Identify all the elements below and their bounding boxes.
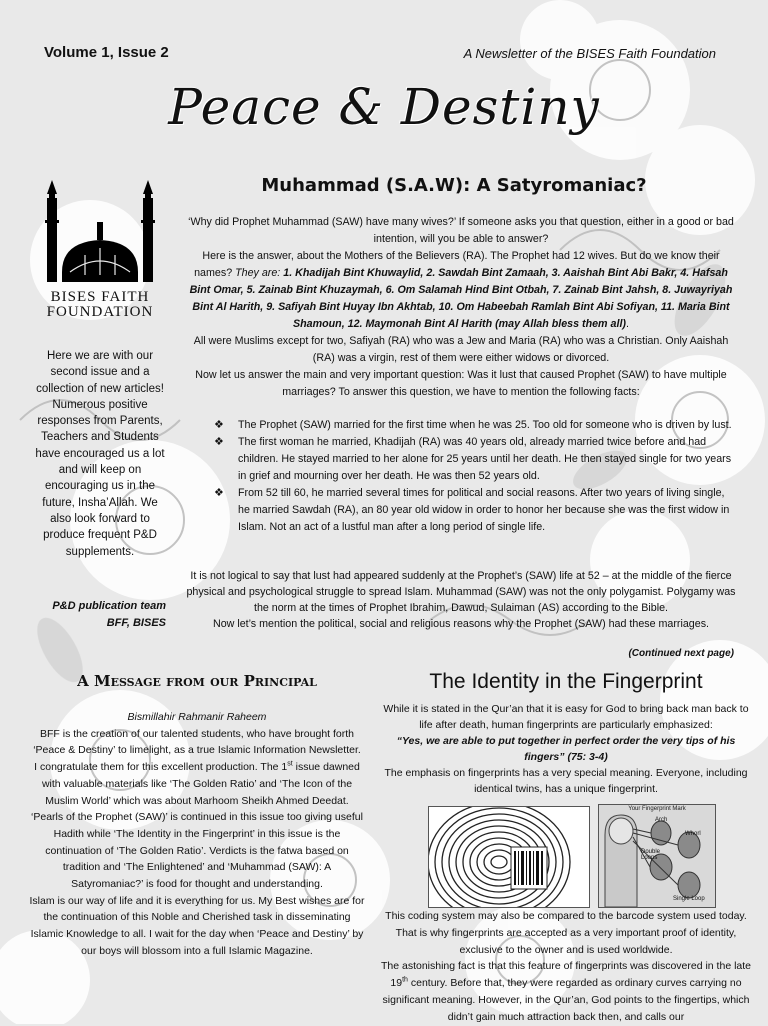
fp-sup: th — [402, 976, 408, 984]
article-paragraph: Now let’s mention the political, social and religious reasons why the Prophet (SAW) had these marriages. — [212, 618, 710, 630]
label-arch: Arch — [655, 817, 668, 823]
message-text: issue dawned with valuable materials like ‘The Golden Ratio’ and ‘The Icon of the Muslim World’ which was about Marhoom Sheikh Ahmed Deedat. ‘Pearls of the Prophet (SAW)’ is continued in this issue too giving useful Hadith while ‘The Identity in the Fingerprint’ in this issue is the continuation of ‘The Golden Ratio’. Verdicts is the fatwa based on tradition and ‘The Enlightened’ and ‘Muhammad (SAW): A Satyromaniac?’ is food for thought and understanding. — [31, 761, 363, 891]
team-line-2: BFF, BISES — [106, 616, 166, 629]
sidebar-intro: Here we are with our second issue and a collection of new articles! Numerous positive responses from Parents, Teachers and Students have encouraged us a lot and will keep on encouraging us in the future, Insha’Allah. We also look forward to produce frequent P&D supplements. — [35, 350, 165, 558]
list-item — [214, 485, 732, 536]
message-paragraph: Islam is our way of life and it is everything for us. My Best wishes are for the continuation of this Noble and Cherished task in disseminating Islamic Knowledge to all. I wait for the day when ‘Peace and Destiny’ by our boys will blossom into a full Islamic Magazine. — [29, 894, 365, 957]
bff-logo — [34, 180, 166, 320]
list-item — [214, 434, 732, 485]
facts-list — [214, 417, 732, 536]
fp-paragraph: This coding system may also be compared to the barcode system used today. That is why fingerprints are accepted as a very important proof of identity, exclusive to the owner and is used worldwide. — [385, 910, 747, 956]
label-single-loop: Single Loop — [673, 896, 705, 902]
article-body — [186, 214, 736, 401]
newsletter-tagline: A Newsletter of the BISES Faith Foundation — [463, 46, 716, 61]
fingerprint-barcode-image — [428, 806, 590, 908]
salutation: Bismillahir Rahmanir Raheem — [127, 711, 267, 723]
fp-paragraph: While it is stated in the Qur’an that it is easy for God to bring back man back to life after death, human fingerprints are particularly emphasized: — [383, 703, 749, 731]
fingerprint-body — [380, 701, 752, 797]
mosque-icon — [40, 180, 160, 285]
fp-paragraph — [378, 958, 754, 1025]
wives-lead: They are: — [235, 267, 281, 279]
article-paragraph: All were Muslims except for two, Safiyah (RA) who was a Jew and Maria (RA) who was a Christian. Only Aaishah (RA) was a virgin, rest of them were either widows or divorced. — [193, 335, 729, 364]
article-title: Muhammad (S.A.W): A Satyromaniac? — [261, 175, 647, 196]
article-paragraph: Now let us answer the main and very important question: Was it lust that caused Prophet (SAW) to have multiple marriages? To answer this question, we have to mention the following facts: — [195, 369, 727, 398]
chart-title: Your Fingerprint Mark — [628, 806, 686, 812]
logo-line-2: FOUNDATION — [46, 304, 154, 320]
fingerprint-title: The Identity in the Fingerprint — [429, 670, 703, 693]
message-paragraph — [28, 759, 366, 893]
continued-note: (Continued next page) — [628, 648, 734, 659]
masthead-title: Peace & Destiny — [168, 78, 600, 136]
fp-paragraph: The emphasis on fingerprints has a very special meaning. Everyone, including identical twins, has a unique fingerprint. — [384, 767, 748, 795]
diamond-bullet-icon: ❖ — [214, 436, 224, 448]
list-item — [214, 417, 732, 434]
team-line-1: P&D publication team — [52, 600, 166, 612]
diamond-bullet-icon: ❖ — [214, 487, 224, 499]
quote-text: “Yes, we are able to put together in perfect order the very tips of his fingers” — [396, 735, 736, 763]
diamond-bullet-icon: ❖ — [214, 419, 224, 431]
article-paragraph: It is not logical to say that lust had appeared suddenly at the Prophet’s (SAW) life at 52 – at the middle of the fierce physical and psychological struggle to spread Islam. Muhammad (SAW) was not the only polygamist. Polygamy was the norm at the times of Prophet Ibrahim, Dawud, Sulaiman (AS) according to the Bible. — [186, 570, 736, 614]
fingerprint-body-continued — [378, 908, 754, 1026]
fingerprint-types-image — [598, 804, 716, 908]
list-item-text: The first woman he married, Khadijah (RA) was 40 years old, already married twice before and had children. He stayed married to her alone for 25 years until her death. He then stayed single for two years in grief and mourning over her death. He was then 52 years old. — [238, 436, 732, 482]
list-item-text: The Prophet (SAW) married for the first time when he was 25. Too old for someone who is driven by lust. — [238, 419, 732, 431]
wives-list: 1. Khadijah Bint Khuwaylid, 2. Sawdah Bint Zamaah, 3. Aaishah Bint Abi Bakr, 4. Hafsah Bint Omar, 5. Zainab Bint Khuzaymah, 6. Om Salamah Hind Bint Otbah, 7. Zainab Bint Jahsh, 8. Juwayriyah Bint Al Harith, 9. Safiyah Bint Huyay Ibn Akhtab, 10. Om Habeebah Ramlah Bint Abi Sofiyan, 11. Maria Bint Shamoun, 12. Maymonah Bint Al Harith (may Allah bless them all) — [189, 267, 733, 330]
wives-end: . — [625, 318, 629, 330]
wives-intro: Here is the answer, about the Mothers of the Believers (RA). The Prophet had 12 wives. But do we know their names? — [194, 250, 720, 279]
article-tail — [186, 568, 736, 632]
logo-line-1: BISES FAITH — [50, 289, 150, 305]
principal-message-body — [28, 709, 366, 960]
message-paragraph: BFF is the creation of our talented students, who have brought forth ‘Peace & Destiny’ to limelight, as a true Islamic Information Newsletter. — [33, 727, 361, 757]
label-double-loops: Double Loops — [641, 849, 661, 861]
quote-ref: (75: 3-4) — [567, 751, 608, 763]
fp-text: century. Before that, they were regarded as ordinary curves carrying no significant meaning. However, in the Qur’an, God points to the fingertips, which didn’t gain much attraction back then, and calls our — [382, 977, 750, 1023]
fp-text: The astonishing fact is that this feature of fingerprints was discovered in the late 19 — [380, 960, 752, 990]
principal-message-title: A Message from our Principal — [77, 672, 317, 690]
label-whorl: Whorl — [685, 831, 701, 837]
message-text: I congratulate them for this excellent production. The 1 — [34, 761, 288, 774]
message-sup: st — [287, 760, 293, 768]
publication-team — [34, 598, 166, 631]
article-paragraph-wives — [186, 248, 736, 333]
article-paragraph: ‘Why did Prophet Muhammad (SAW) have many wives?’ If someone asks you that question, either in a good or bad intention, will you be able to answer? — [188, 216, 734, 245]
quran-quote — [380, 733, 752, 765]
list-item-text: From 52 till 60, he married several times for political and social reasons. After two years of living single, he married Sawdah (RA), an 80 year old widow in order to honor her because she was the first widow in Islam. Not an act of a lustful man after a long period of single life. — [238, 487, 730, 533]
volume-issue: Volume 1, Issue 2 — [44, 44, 169, 61]
